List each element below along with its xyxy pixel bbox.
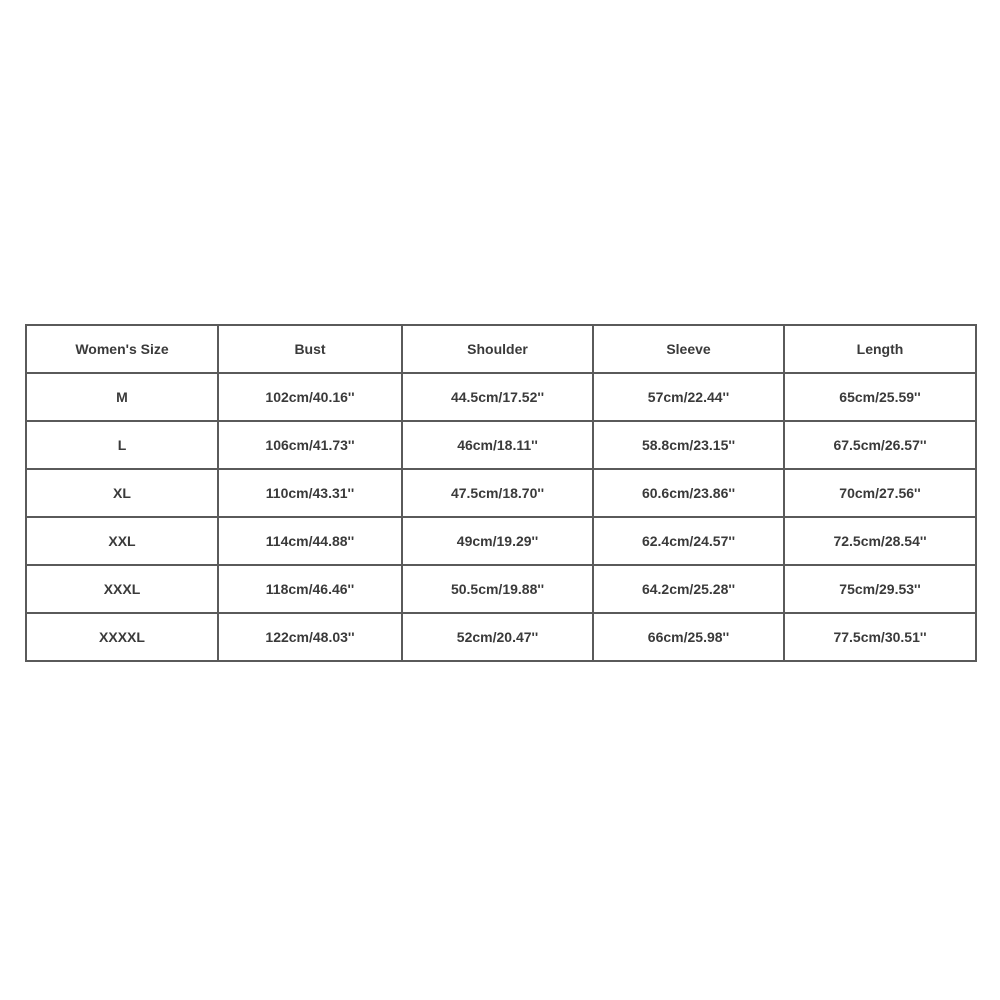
length-cell: 75cm/29.53'' xyxy=(784,565,976,613)
shoulder-cell: 49cm/19.29'' xyxy=(402,517,593,565)
length-cell: 72.5cm/28.54'' xyxy=(784,517,976,565)
size-cell: XXL xyxy=(26,517,218,565)
table-row xyxy=(26,565,976,613)
sleeve-cell: 64.2cm/25.28'' xyxy=(593,565,784,613)
length-cell: 70cm/27.56'' xyxy=(784,469,976,517)
header-cell-sleeve: Sleeve xyxy=(593,325,784,373)
size-cell: XXXXL xyxy=(26,613,218,661)
bust-cell: 102cm/40.16'' xyxy=(218,373,402,421)
size-cell: XL xyxy=(26,469,218,517)
length-cell: 77.5cm/30.51'' xyxy=(784,613,976,661)
sleeve-cell: 66cm/25.98'' xyxy=(593,613,784,661)
header-cell-bust: Bust xyxy=(218,325,402,373)
length-cell: 67.5cm/26.57'' xyxy=(784,421,976,469)
bust-cell: 122cm/48.03'' xyxy=(218,613,402,661)
table-row xyxy=(26,469,976,517)
shoulder-cell: 52cm/20.47'' xyxy=(402,613,593,661)
bust-cell: 110cm/43.31'' xyxy=(218,469,402,517)
table-header-row xyxy=(26,325,976,373)
size-cell: M xyxy=(26,373,218,421)
sleeve-cell: 62.4cm/24.57'' xyxy=(593,517,784,565)
shoulder-cell: 46cm/18.11'' xyxy=(402,421,593,469)
sleeve-cell: 58.8cm/23.15'' xyxy=(593,421,784,469)
table-row xyxy=(26,421,976,469)
bust-cell: 118cm/46.46'' xyxy=(218,565,402,613)
header-cell-length: Length xyxy=(784,325,976,373)
bust-cell: 114cm/44.88'' xyxy=(218,517,402,565)
size-chart-table xyxy=(25,324,977,662)
size-cell: XXXL xyxy=(26,565,218,613)
sleeve-cell: 60.6cm/23.86'' xyxy=(593,469,784,517)
length-cell: 65cm/25.59'' xyxy=(784,373,976,421)
table-row xyxy=(26,373,976,421)
shoulder-cell: 47.5cm/18.70'' xyxy=(402,469,593,517)
size-cell: L xyxy=(26,421,218,469)
table-row xyxy=(26,517,976,565)
shoulder-cell: 50.5cm/19.88'' xyxy=(402,565,593,613)
shoulder-cell: 44.5cm/17.52'' xyxy=(402,373,593,421)
header-cell-shoulder: Shoulder xyxy=(402,325,593,373)
table-row xyxy=(26,613,976,661)
header-cell-size: Women's Size xyxy=(26,325,218,373)
sleeve-cell: 57cm/22.44'' xyxy=(593,373,784,421)
bust-cell: 106cm/41.73'' xyxy=(218,421,402,469)
